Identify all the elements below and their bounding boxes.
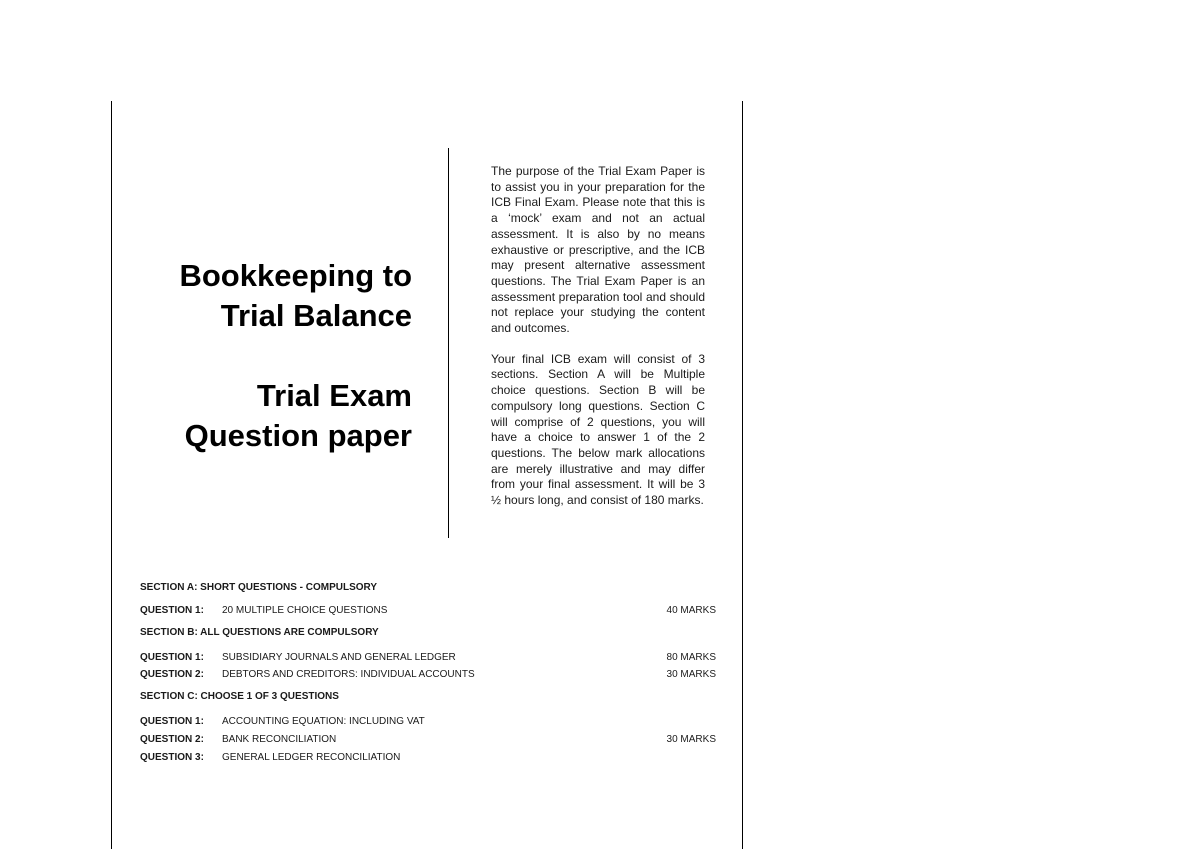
intro-paragraph-structure: Your final ICB exam will consist of 3 sections. Section A will be Multiple choice questions. Section B will be compulsory long questions. Section C will comprise of 2 questions, you will have a choice to answer 1 of the 2 questions. The below mark allocations are merely illustrative and may differ from your final assessment. It will be 3 ½ hours long, and consist of 180 marks. xyxy=(491,351,705,508)
question-marks: 40 MARKS xyxy=(666,605,716,616)
vertical-divider xyxy=(448,148,449,538)
section-a-question-1 xyxy=(140,605,716,619)
title-line-4: Question paper xyxy=(184,418,412,453)
question-marks: 30 MARKS xyxy=(666,734,716,745)
section-c-question-2 xyxy=(140,734,716,748)
question-number: QUESTION 2: xyxy=(140,734,204,745)
page-border-left xyxy=(111,101,112,849)
question-marks: 30 MARKS xyxy=(666,669,716,680)
section-b-question-1 xyxy=(140,652,716,666)
section-b-question-2 xyxy=(140,669,716,683)
question-number: QUESTION 1: xyxy=(140,716,204,727)
intro-text xyxy=(491,164,705,509)
question-number: QUESTION 1: xyxy=(140,605,204,616)
title-line-1: Bookkeeping to xyxy=(179,258,412,293)
section-c-question-1 xyxy=(140,716,716,730)
question-marks: 80 MARKS xyxy=(666,652,716,663)
section-b-heading: SECTION B: ALL QUESTIONS ARE COMPULSORY xyxy=(140,627,379,638)
question-title: DEBTORS AND CREDITORS: INDIVIDUAL ACCOUNTS xyxy=(222,669,475,680)
question-number: QUESTION 1: xyxy=(140,652,204,663)
question-title: 20 MULTIPLE CHOICE QUESTIONS xyxy=(222,605,388,616)
section-c-question-3 xyxy=(140,752,716,766)
question-title: BANK RECONCILIATION xyxy=(222,734,337,745)
question-title: SUBSIDIARY JOURNALS AND GENERAL LEDGER xyxy=(222,652,456,663)
question-title: GENERAL LEDGER RECONCILIATION xyxy=(222,752,401,763)
document-title xyxy=(140,256,412,456)
section-c-heading: SECTION C: CHOOSE 1 OF 3 QUESTIONS xyxy=(140,691,339,702)
question-title: ACCOUNTING EQUATION: INCLUDING VAT xyxy=(222,716,425,727)
section-a-heading: SECTION A: SHORT QUESTIONS - COMPULSORY xyxy=(140,582,378,593)
page-border-right xyxy=(742,101,743,849)
title-line-2: Trial Balance xyxy=(220,298,412,333)
intro-paragraph-purpose: The purpose of the Trial Exam Paper is to assist you in your preparation for the ICB Final Exam. Please note that this is a ‘mock’ exam and not an actual assessment. It is also by no means exhaustive or prescriptive, and the ICB may present alternative assessment questions. The Trial Exam Paper is an assessment preparation tool and should not replace your studying the content and outcomes. xyxy=(491,164,705,336)
title-line-3: Trial Exam xyxy=(256,378,412,413)
question-number: QUESTION 2: xyxy=(140,669,204,680)
question-number: QUESTION 3: xyxy=(140,752,204,763)
